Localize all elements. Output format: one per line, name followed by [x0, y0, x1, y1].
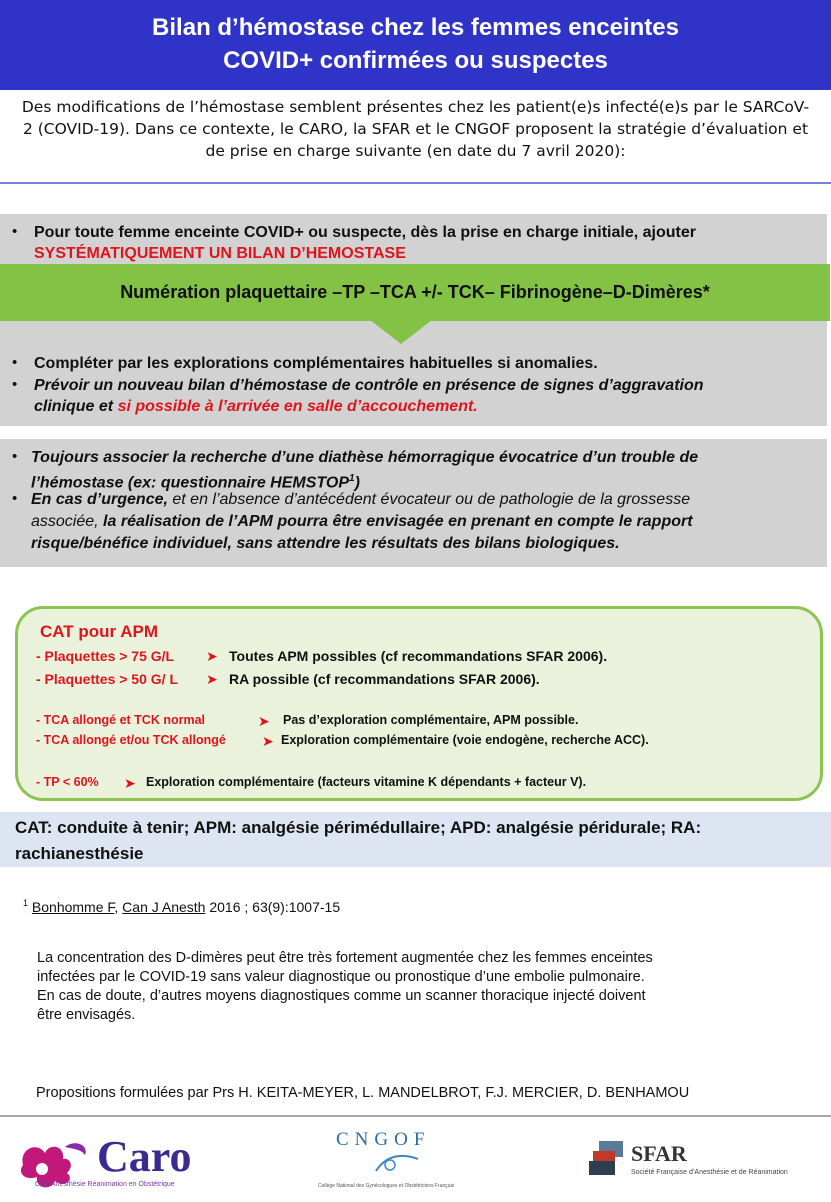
abbrev-line-2: rachianesthésie [15, 844, 144, 863]
caro-logo [15, 1132, 255, 1195]
box2-b2-line3: risque/bénéfice individuel, sans attendre les résultats des bilans biologiques. [31, 535, 620, 552]
title-line-1: Bilan d’hémostase chez les femmes enceintes [152, 14, 679, 41]
cat-apm-box [15, 606, 823, 801]
cngof-emblem-icon [372, 1151, 422, 1177]
cngof-logo [318, 1127, 478, 1197]
page-header [0, 0, 831, 91]
cngof-name: CNGOF [336, 1129, 431, 1150]
cat-row-4: - TCA allongé et/ou TCK allongé ➤ Exploration complémentaire (voie endogène, recherche ACC). [36, 733, 649, 749]
note-line-4: être envisagés. [37, 1007, 136, 1023]
reference: $^1$ Bonhomme F, Can J Anesth 2016 ; 63(9):1007-15 [23, 898, 341, 915]
arrow-right-icon: ➤ [262, 733, 274, 749]
bullet-dot: • [12, 448, 18, 465]
bullet2: Compléter par les explorations complémentaires habituelles si anomalies. [34, 355, 598, 372]
cat-row-3: - TCA allongé et TCK normal ➤ Pas d’exploration complémentaire, APM possible. [36, 713, 579, 729]
bullet1-line1: Pour toute femme enceinte COVID+ ou suspecte, dès la prise en charge initiale, ajouter [34, 224, 696, 241]
propositions-authors: Propositions formulées par Prs H. KEITA-MEYER, L. MANDELBROT, F.J. MERCIER, D. BENHAMOU [36, 1085, 690, 1101]
d-dimer-note [37, 949, 797, 1025]
reference-author[interactable]: Bonhomme F [31, 899, 115, 915]
arrow-right-icon: ➤ [206, 671, 218, 687]
arrow-right-icon: ➤ [206, 648, 218, 664]
box2-b2-line2: associée, la réalisation de l’APM pourra être envisagée en prenant en compte le rapport [31, 513, 693, 530]
intro-line-3: de prise en charge suivante (en date du 7 avril 2020): [205, 142, 626, 160]
bullet1-line2: SYSTÉMATIQUEMENT UN BILAN D’HEMOSTASE [34, 245, 406, 262]
arrow-right-icon: ➤ [124, 775, 136, 791]
bullet3-line1: Prévoir un nouveau bilan d’hémostase de contrôle en présence de signes d’aggravation [34, 377, 704, 394]
cat-row-2: - Plaquettes > 50 G/ L ➤ RA possible (cf recommandations SFAR 2006). [36, 671, 540, 687]
cat-row-5: - TP < 60% ➤ Exploration complémentaire (facteurs vitamine K dépendants + facteur V). [36, 775, 587, 791]
test-list-bar [0, 264, 830, 321]
cat-row-1: - Plaquettes > 75 G/L ➤ Toutes APM possibles (cf recommandations SFAR 2006). [36, 648, 608, 664]
reference-journal[interactable]: Can J Anesth [122, 899, 206, 915]
caro-name: Caro [97, 1132, 192, 1181]
caro-subtitle: Club Anesthésie Réanimation en Obstétrique [35, 1181, 175, 1188]
test-list-text: Numération plaquettaire –TP –TCA +/- TCK– Fibrinogène–D-Dimères* [120, 282, 710, 302]
note-line-3: En cas de doute, d’autres moyens diagnostiques comme un scanner thoracique injecté doivent [37, 988, 646, 1004]
note-line-2: infectées par le COVID-19 sans valeur diagnostique ou pronostique d’une embolie pulmonaire. [37, 969, 645, 985]
bullet3-line2: clinique et si possible à l’arrivée en salle d’accouchement. [34, 398, 478, 415]
diathesis-box [0, 439, 827, 567]
sfar-name: SFAR [631, 1141, 687, 1166]
bullet-dot: • [12, 376, 18, 393]
down-arrow-icon [370, 320, 432, 344]
intro-line-2: 2 (COVID-19). Dans ce contexte, le CARO, la SFAR et le CNGOF proposent la stratégie d’évaluation et [22, 120, 809, 138]
box2-b2-line1: En cas d’urgence, et en l’absence d’antécédent évocateur ou de pathologie de la grossesse [31, 491, 691, 508]
intro-line-1: Des modifications de l’hémostase semblent présentes chez les patient(e)s infecté(e)s par le SARCoV- [21, 98, 810, 116]
bullet-dot: • [12, 490, 18, 507]
abbreviations-band [0, 812, 831, 867]
box2-b1-line1: Toujours associer la recherche d’une diathèse hémorragique évocatrice d’un trouble de [31, 449, 699, 466]
bullet-dot: • [12, 223, 18, 240]
logo-footer [0, 1115, 831, 1202]
cat-title: CAT pour APM [40, 622, 159, 641]
title-line-2: COVID+ confirmées ou suspectes [223, 47, 608, 74]
intro-paragraph [0, 92, 831, 184]
arrow-right-icon: ➤ [258, 713, 270, 729]
bullet-dot: • [12, 354, 18, 371]
sfar-subtitle: Société Française d’Anesthésie et de Réanimation [631, 1169, 788, 1176]
cngof-subtitle: Collège National des Gynécologues et Obstétriciens Français [318, 1183, 455, 1189]
note-line-1: La concentration des D-dimères peut être très fortement augmentée chez les femmes enceintes [37, 950, 653, 966]
sfar-logo [585, 1135, 825, 1195]
box2-b1-line2: l’hémostase (ex: questionnaire HEMSTOP$^1$) [31, 473, 360, 492]
abbrev-line-1: CAT: conduite à tenir; APM: analgésie périmédullaire; APD: analgésie péridurale; RA: [15, 818, 702, 837]
sfar-emblem-icon [585, 1139, 629, 1179]
